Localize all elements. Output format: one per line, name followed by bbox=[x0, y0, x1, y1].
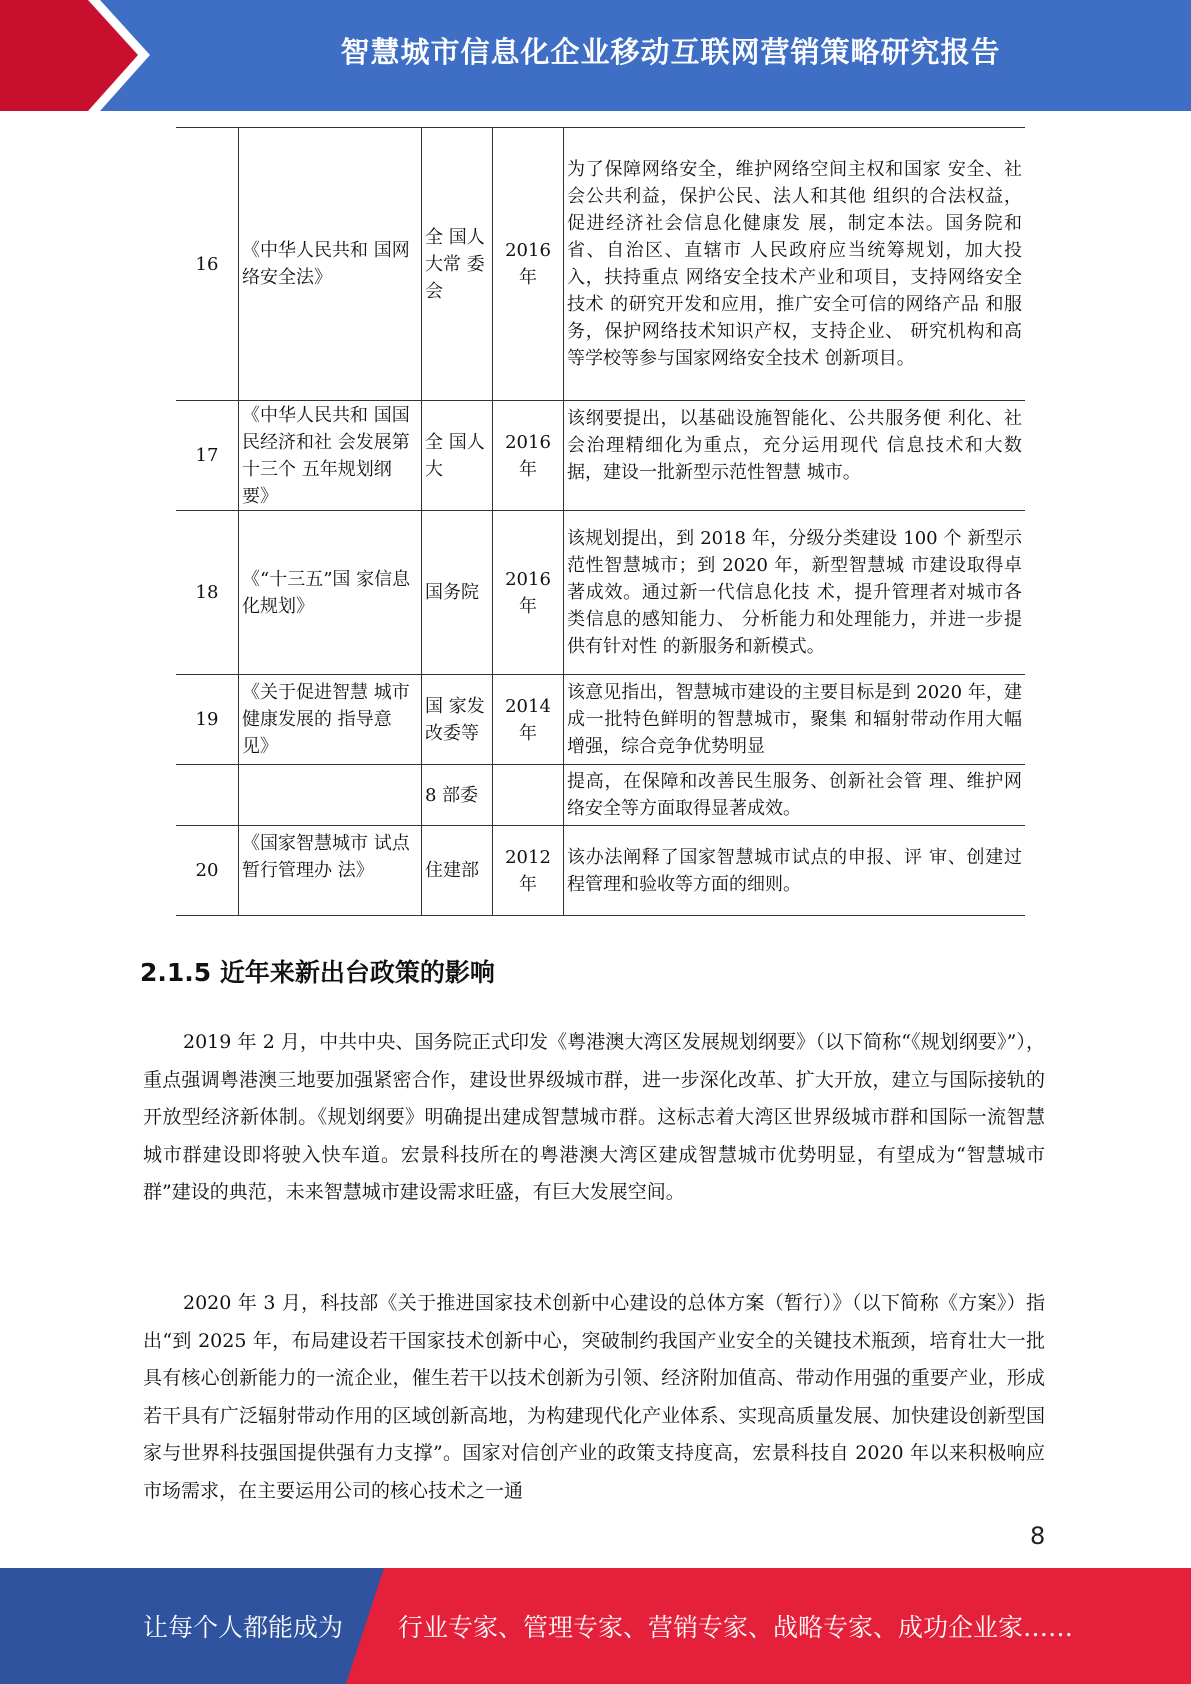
policy-description: 该办法阐释了国家智慧城市试点的申报、评 审、创建过程管理和验收等方面的细则。 bbox=[564, 826, 1026, 916]
section-heading: 2.1.5 近年来新出台政策的影响 bbox=[140, 958, 495, 987]
policy-year: 2016 年 bbox=[493, 128, 564, 401]
policy-description: 该意见指出，智慧城市建设的主要目标是到 2020 年，建成一批特色鲜明的智慧城市，聚集 和辐射带动作用大幅增强，综合竞争优势明显 bbox=[564, 675, 1026, 765]
table-row bbox=[176, 401, 1025, 511]
table-row bbox=[176, 128, 1025, 401]
policy-issuer: 住建部 bbox=[422, 826, 493, 916]
policy-year: 2012 年 bbox=[493, 826, 564, 916]
policy-description: 为了保障网络安全，维护网络空间主权和国家 安全、社会公共利益，保护公民、法人和其他 组织的合法权益，促进经济社会信息化健康发 展，制定本法。国务院和省、自治区、直辖市 人民政府应当统筹规划，加大投入，扶持重点 网络安全技术产业和项目，支持网络安全技术 的研究开发和应用，推广安全可信的网络产品 和服务，保护网络技术知识产权，支持企业、 研究机构和高等学校等参与国家网络安全技术 创新项目。 bbox=[564, 128, 1026, 401]
row-number bbox=[176, 765, 239, 826]
table-row bbox=[176, 765, 1025, 826]
policy-description: 提高，在保障和改善民生服务、创新社会管 理、维护网络安全等方面取得显著成效。 bbox=[564, 765, 1026, 826]
policy-name: 《国家智慧城市 试点暂行管理办 法》 bbox=[239, 826, 422, 916]
policy-name: 《关于促进智慧 城市健康发展的 指导意见》 bbox=[239, 675, 422, 765]
policy-year bbox=[493, 765, 564, 826]
policy-issuer: 国 家发 改委等 bbox=[422, 675, 493, 765]
policy-issuer: 全 国人 大常 委会 bbox=[422, 128, 493, 401]
policy-year: 2016 年 bbox=[493, 511, 564, 675]
footer-slogan-right: 行业专家、管理专家、营销专家、战略专家、成功企业家…… bbox=[398, 1613, 1074, 1642]
footer-band bbox=[0, 1568, 1191, 1684]
header-arrow-decoration bbox=[0, 0, 160, 111]
table-row bbox=[176, 675, 1025, 765]
policy-description: 该规划提出，到 2018 年，分级分类建设 100 个 新型示范性智慧城市；到 2020 年，新型智慧城 市建设取得卓著成效。通过新一代信息化技 术，提升管理者对城市各类信息的感知能力、 分析能力和处理能力，并进一步提供有针对性 的新服务和新模式。 bbox=[564, 511, 1026, 675]
policy-name: 《“十三五”国 家信息化规划》 bbox=[239, 511, 422, 675]
policy-name: 《中华人民共和 国国民经济和社 会发展第十三个 五年规划纲要》 bbox=[239, 401, 422, 511]
policy-name: 《中华人民共和 国网络安全法》 bbox=[239, 128, 422, 401]
body-paragraph: 2020 年 3 月，科技部《关于推进国家技术创新中心建设的总体方案（暂行）》（以下简称《方案》）指出“到 2025 年，布局建设若干国家技术创新中心，突破制约我国产业安全的关键技术瓶颈，培育壮大一批具有核心创新能力的一流企业，催生若干以技术创新为引领、经济附加值高、带动作用强的重要产业，形成若干具有广泛辐射带动作用的区域创新高地，为构建现代化产业体系、实现高质量发展、加快建设创新型国家与世界科技强国提供强有力支撑”。国家对信创产业的政策支持度高，宏景科技自 2020 年以来积极响应市场需求，在主要运用公司的核心技术之一通 bbox=[143, 1292, 1045, 1502]
policy-name bbox=[239, 765, 422, 826]
policy-table bbox=[176, 127, 1025, 916]
policy-description: 该纲要提出，以基础设施智能化、公共服务便 利化、社会治理精细化为重点，充分运用现代 信息技术和大数据，建设一批新型示范性智慧 城市。 bbox=[564, 401, 1026, 511]
row-number: 16 bbox=[176, 128, 239, 401]
policy-issuer: 8 部委 bbox=[422, 765, 493, 826]
policy-year: 2014 年 bbox=[493, 675, 564, 765]
table-row bbox=[176, 511, 1025, 675]
row-number: 17 bbox=[176, 401, 239, 511]
header-band bbox=[0, 0, 1191, 111]
policy-issuer: 全 国人大 bbox=[422, 401, 493, 511]
policy-issuer: 国务院 bbox=[422, 511, 493, 675]
row-number: 18 bbox=[176, 511, 239, 675]
page-number: 8 bbox=[1030, 1522, 1046, 1550]
body-paragraph: 2019 年 2 月，中共中央、国务院正式印发《粤港澳大湾区发展规划纲要》（以下简称“《规划纲要》”），重点强调粤港澳三地要加强紧密合作，建设世界级城市群，进一步深化改革、扩大开放，建立与国际接轨的开放型经济新体制。《规划纲要》明确提出建成智慧城市群。这标志着大湾区世界级城市群和国际一流智慧城市群建设即将驶入快车道。宏景科技所在的粤港澳大湾区建成智慧城市优势明显，有望成为“智慧城市群”建设的典范，未来智慧城市建设需求旺盛，有巨大发展空间。 bbox=[143, 1031, 1045, 1203]
report-title: 智慧城市信息化企业移动互联网营销策略研究报告 bbox=[340, 34, 1001, 69]
row-number: 20 bbox=[176, 826, 239, 916]
row-number: 19 bbox=[176, 675, 239, 765]
table-row bbox=[176, 826, 1025, 916]
policy-year: 2016 年 bbox=[493, 401, 564, 511]
footer-slogan-left: 让每个人都能成为 bbox=[143, 1613, 344, 1642]
